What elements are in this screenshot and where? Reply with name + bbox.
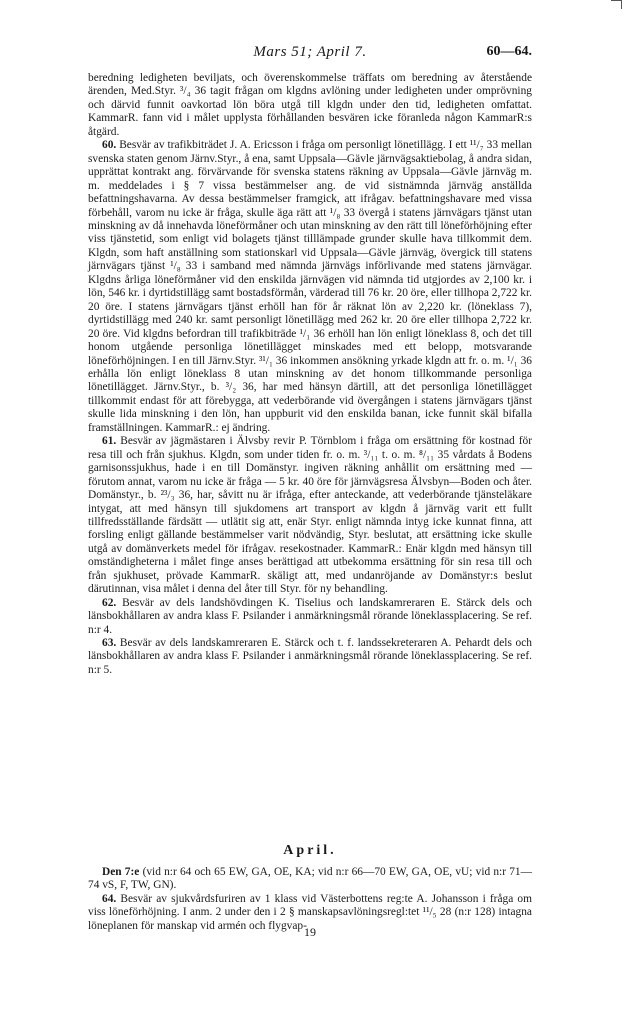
- page-header: [88, 44, 532, 66]
- day-label: Den 7:e: [102, 866, 140, 878]
- paragraph-text: beredning ledigheten beviljats, och överenskommelse träffats om beredning av återstående ärenden, Med.Styr. ³/₄ 36 tagit frågan om klgdns avlöning under ledigheten under omprövning och därvid funnit oavkortad lön böra utgå till klgdn under den tid, ledigheten omfattat. KammarR. fann vid i målet upplysta förhållanden besvären icke föranleda någon KammarR:s åtgärd.: [88, 72, 532, 138]
- paragraph-60: [88, 139, 532, 435]
- page-number: 19: [304, 925, 316, 939]
- day-text: (vid n:r 64 och 65 EW, GA, OE, KA; vid n:r 66—70 EW, GA, OE, vU; vid n:r 71—74 vS, F, TW, GN).: [88, 866, 532, 892]
- paragraph-number: 64.: [102, 892, 117, 905]
- case-range: 60—64.: [486, 44, 532, 59]
- scan-corner-mark: [611, 0, 622, 9]
- paragraph-text: Besvär av trafikbiträdet J. A. Ericsson i fråga om personligt lönetillägg. I ett ¹¹/₇ 33 mellan svenska staten genom Järnv.Styr., å ena, samt Uppsala—Gävle järnvägsaktiebolag, å andra sidan, upprättat kontrakt ang. förvärvande för svenska statens räkning av Uppsala—Gävle järnväg m. m. meddelades i § 7 vissa bestämmelser ang. de vid sistnämnda järnväg anställda befattningshavarna. Av dessa bestämmelser framgick, att ifrågav. befattningshavare med vissa förbehåll, varom nu icke är fråga, skulle äga rätt att ¹/₈ 33 övergå i statens järnvägars tjänst utan minskning av då innehavda löneförmåner och utan minskning av den rätt till löneförhöjning efter viss tjänstetid, som enligt vid bolagets tjänst tilllämpade grunder skulle hava tillkommit dem. Klgdn, som haft anställning som stationskarl vid Uppsala—Gävle järnväg, övergick till statens järnvägars tjänst ¹/₈ 33 i samband med nämnda järnvägs införlivande med statens järnvägar. Klgdns årliga löneförmåner vid den enskilda järnvägen vid nämnda tid utgjordes av 2,100 kr. i lön, 546 kr. i dyrtidstillägg samt bostadsförmån, värderad till 76 kr. 20 öre, eller tillhopa 2,722 kr. 20 öre. I statens järnvägars tjänst erhöll han för år räknat lön av 2,220 kr. (löneklass 7), dyrtidstillägg med 240 kr. samt personligt lönetillägg med 262 kr. 20 öre eller tillhopa 2,722 kr. 20 öre. Vid klgdns befordran till trafikbiträde ¹/₁ 36 erhöll han lön enligt löneklass 8, och det till honom utgående personliga lönetillägget minskades med ett belopp, motsvarande löneförhöjningen. I en till Järnv.Styr. ³¹/₁ 36 inkommen ansökning yrkade klgdn att fr. o. m. ¹/₁ 36 erhålla lön enligt löneklass 8 utan minskning av det honom tillkommande personliga lönetillägget. Järnv.Styr., b. ³/₂ 36, har med hänsyn därtill, att det personliga lönetillägget tillkommit endast för att förebygga, att vederbörande vid övergången i statens järnvägars tjänst skulle lida minskning i den lön, han uppburit vid den enskilda banan, icke funnit skäl bifalla framställningen. KammarR.: ej ändring.: [88, 139, 532, 434]
- section-heading-april: April.: [283, 843, 337, 858]
- paragraph-text: Besvär av dels landshövdingen K. Tiselius och landskamreraren E. Stärck dels och länsbokhållaren av andra klass F. Psilander i anmärkningsmål rörande löneklassplacering. Se ref. n:r 4.: [88, 596, 532, 636]
- day-entry: [88, 866, 532, 893]
- paragraph-text: Besvär av jägmästaren i Älvsby revir P. Törnblom i fråga om ersättning för kostnad för resa till och från sjukhus. Klgdn, som under tiden fr. o. m. ³/₁₁ t. o. m. ⁸/₁₁ 35 vårdats å Bodens garnisonssjukhus, hade i en till Domänstyr. ingiven räkning anhållit om ersättning med — förutom annat, varom nu icke är fråga — 5 kr. 40 öre för järnvägsresa Älvsbyn—Boden och åter. Domänstyr., b. ²³/₃ 36, har, såvitt nu är ifråga, efter anteckande, att vederbörande tjänsteläkare intygat, att med hänsyn till sjukdomens art transport av klgdn å järnväg varit ett fullt tillfredsställande färdsätt — utlätit sig att, enär Styr. enligt nämnda intyg icke kunnat finna, att forsling enligt gällande bestämmelser varit nödvändig, Styr. beslutat, att ersättning icke skulle utgå av domänverkets medel för ifrågav. resekostnader. KammarR.: Enär klgdn med hänsyn till omständigheterna i målet finge anses berättigad att utbekomma ersättning för sin resa till och från sjukhuset, prövade KammarR. skäligt att, med undanröjande av Domänstyr:s beslut därutinnan, visa målet i denna del åter till Styr. för ny behandling.: [88, 435, 532, 596]
- paragraph-number: 63.: [102, 637, 117, 650]
- main-text: [88, 72, 532, 677]
- paragraph-62: [88, 597, 532, 637]
- paragraph-text: Besvär av sjukvårdsfuriren av 1 klass vid Västerbottens reg:te A. Johansson i fråga om viss löneförhöjning. I anm. 2 under den i 2 § manskapsavlöningsregl:tet ¹¹/₅ 28 (n:r 128) intagna löneplanen för manskap vid armén och flygvap-: [88, 892, 532, 932]
- paragraph-number: 61.: [102, 435, 117, 448]
- running-title: Mars 51; April 7.: [253, 44, 367, 60]
- paragraph-continuation: [88, 72, 532, 139]
- paragraph-number: 62.: [102, 596, 117, 609]
- paragraph-61: [88, 435, 532, 596]
- paragraph-63: [88, 637, 532, 677]
- paragraph-number: 60.: [102, 139, 117, 152]
- april-text: [88, 866, 532, 933]
- paragraph-text: Besvär av dels landskamreraren E. Stärck och t. f. landssekreteraren A. Pehardt dels och länsbokhållaren av andra klass F. Psilander i anmärkningsmål rörande löneklassplacering. Se ref. n:r 5.: [88, 637, 532, 676]
